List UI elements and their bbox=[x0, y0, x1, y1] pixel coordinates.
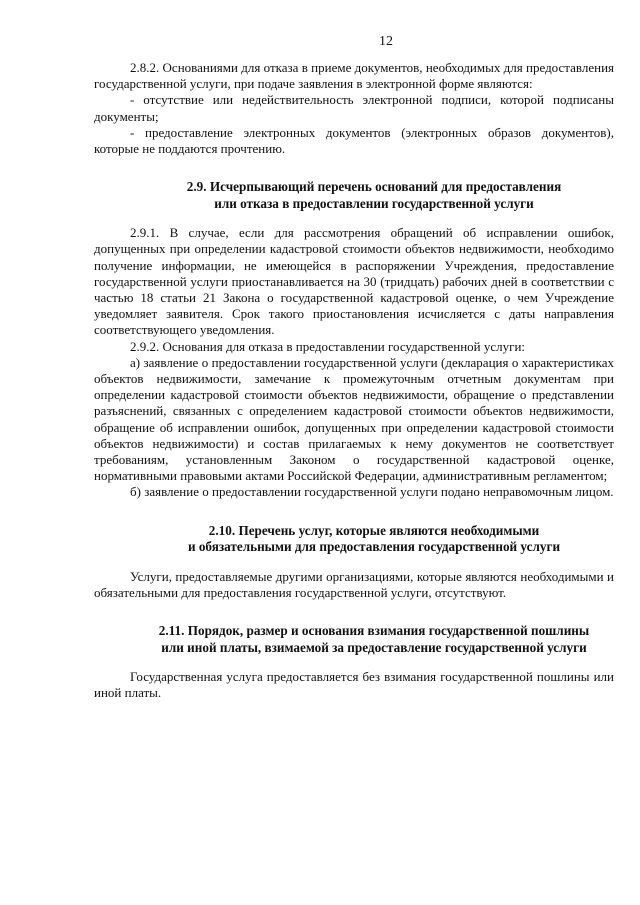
heading-line: 2.11. Порядок, размер и основания взимания государственной пошлины bbox=[158, 623, 590, 639]
paragraph-2-9-2: 2.9.2. Основания для отказа в предоставлении государственной услуги: bbox=[130, 338, 526, 354]
paragraph-2-10-text: Услуги, предоставляемые другими организациями, которые являются необходимыми и обязательными для предоставления государственной услуги, отсутствуют. bbox=[94, 568, 614, 600]
list-item-unreadable-documents: - предоставление электронных документов (электронных образов документов), которые не поддаются прочтению. bbox=[94, 124, 614, 157]
paragraph-2-9-1: 2.9.1. В случае, если для рассмотрения обращений об исправлении ошибок, допущенных при определении кадастровой стоимости объектов недвижимости, необходимо получение информации, не имеющейся в распоряжении Учреждения, предоставление государственной услуги приостанавливается на 30 (тридцать) рабочих дней в соответствии с частью 18 статьи 21 Закона о государственной кадастровой оценке, о чем Учреждение уведомляет заявителя. Срок такого приостановления исчисляется с даты направления соответствующего уведомления. bbox=[94, 225, 614, 338]
heading-line: и обязательными для предоставления государственной услуги bbox=[187, 539, 561, 555]
list-item-no-signature: - отсутствие или недействительность электронной подписи, которой подписаны документы; bbox=[94, 92, 614, 124]
heading-line: или иной платы, взимаемой за предоставление государственной услуги bbox=[161, 639, 587, 655]
section-heading-2-9 bbox=[94, 179, 614, 212]
list-item-b: б) заявление о предоставлении государственной услуги подано неправомочным лицом. bbox=[130, 484, 614, 500]
section-heading-2-10 bbox=[94, 523, 614, 556]
page-number: 12 bbox=[379, 34, 393, 49]
heading-line: 2.9. Исчерпывающий перечень оснований для предоставления bbox=[186, 179, 562, 195]
section-heading-2-11 bbox=[94, 623, 614, 656]
paragraph-2-8-2: 2.8.2. Основаниями для отказа в приеме документов, необходимых для предоставления государственной услуги, при подаче заявления в электронной форме являются: bbox=[94, 60, 614, 92]
heading-line: 2.10. Перечень услуг, которые являются необходимыми bbox=[208, 522, 540, 538]
heading-line: или отказа в предоставлении государственной услуги bbox=[214, 195, 534, 211]
list-item-a: а) заявление о предоставлении государственной услуги (декларация о характеристиках объектов недвижимости, замечание к промежуточным отчетным документам при определении кадастровой стоимости объектов недвижимости, обращение о представлении разъяснений, связанных с определением кадастровой стоимости объектов недвижимости, обращение об исправлении ошибок, допущенных при определении кадастровой стоимости объектов недвижимости) и состав прилагаемых к нему документов не соответствует требованиям, установленным Законом о государственной кадастровой оценке, нормативными правовыми актами Российской Федерации, административным регламентом; bbox=[94, 354, 614, 484]
paragraph-2-11-text: Государственная услуга предоставляется без взимания государственной пошлины или иной платы. bbox=[94, 669, 614, 701]
